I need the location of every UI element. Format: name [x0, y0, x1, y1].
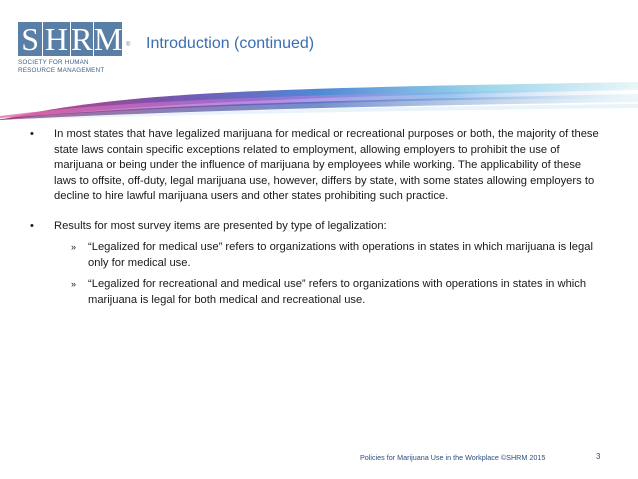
- logo-letter-s: S: [18, 22, 42, 56]
- shrm-logo: [18, 21, 131, 84]
- sub-bullet-text: “Legalized for medical use” refers to organizations with operations in states in which marijuana is legal only for medical use.: [88, 241, 593, 269]
- page-number: 3: [596, 452, 601, 461]
- registered-mark: ®: [126, 42, 131, 48]
- sub-bullet-marker: »: [71, 242, 77, 252]
- logo-tagline: SOCIETY FOR HUMAN RESOURCE MANAGEMENT: [18, 59, 105, 74]
- sub-bullet-item-2: [30, 277, 605, 308]
- bullet-text: In most states that have legalized marijuana for medical or recreational purposes or both, the majority of these state laws contain specific exceptions related to employment, allowing employers to prohibit the use of marijuana or being under the influence of marijuana by employees while working. The applicability of these laws to offsite, off-duty, legal marijuana use, however, differs by state, with some states allowing employers to decline to hire lawful marijuana users and other states prohibiting such practice.: [54, 128, 599, 202]
- sub-bullet-text: “Legalized for recreational and medical use” refers to organizations with operations in states in which marijuana is legal for both medical and recreational use.: [88, 278, 587, 306]
- bullet-text: Results for most survey items are presented by type of legalization:: [54, 219, 387, 232]
- logo-letter-h: H: [44, 21, 68, 57]
- bullet-dot: •: [30, 219, 34, 232]
- sub-bullet-marker: »: [71, 279, 77, 289]
- bullet-dot: •: [30, 128, 34, 140]
- footer-text: Policies for Marijuana Use in the Workplace ©SHRM 2015: [360, 453, 546, 462]
- logo-letter-r: R: [71, 21, 93, 57]
- bullet-item-1: [30, 127, 605, 205]
- slide-title: Introduction (continued): [146, 35, 315, 52]
- shrm-logo-mark: [18, 22, 122, 56]
- slide-body: [30, 127, 605, 308]
- decorative-banner: [0, 80, 638, 120]
- sub-bullet-item-1: [30, 240, 605, 271]
- logo-letter-m: M: [94, 21, 123, 57]
- bullet-item-2: [30, 219, 605, 235]
